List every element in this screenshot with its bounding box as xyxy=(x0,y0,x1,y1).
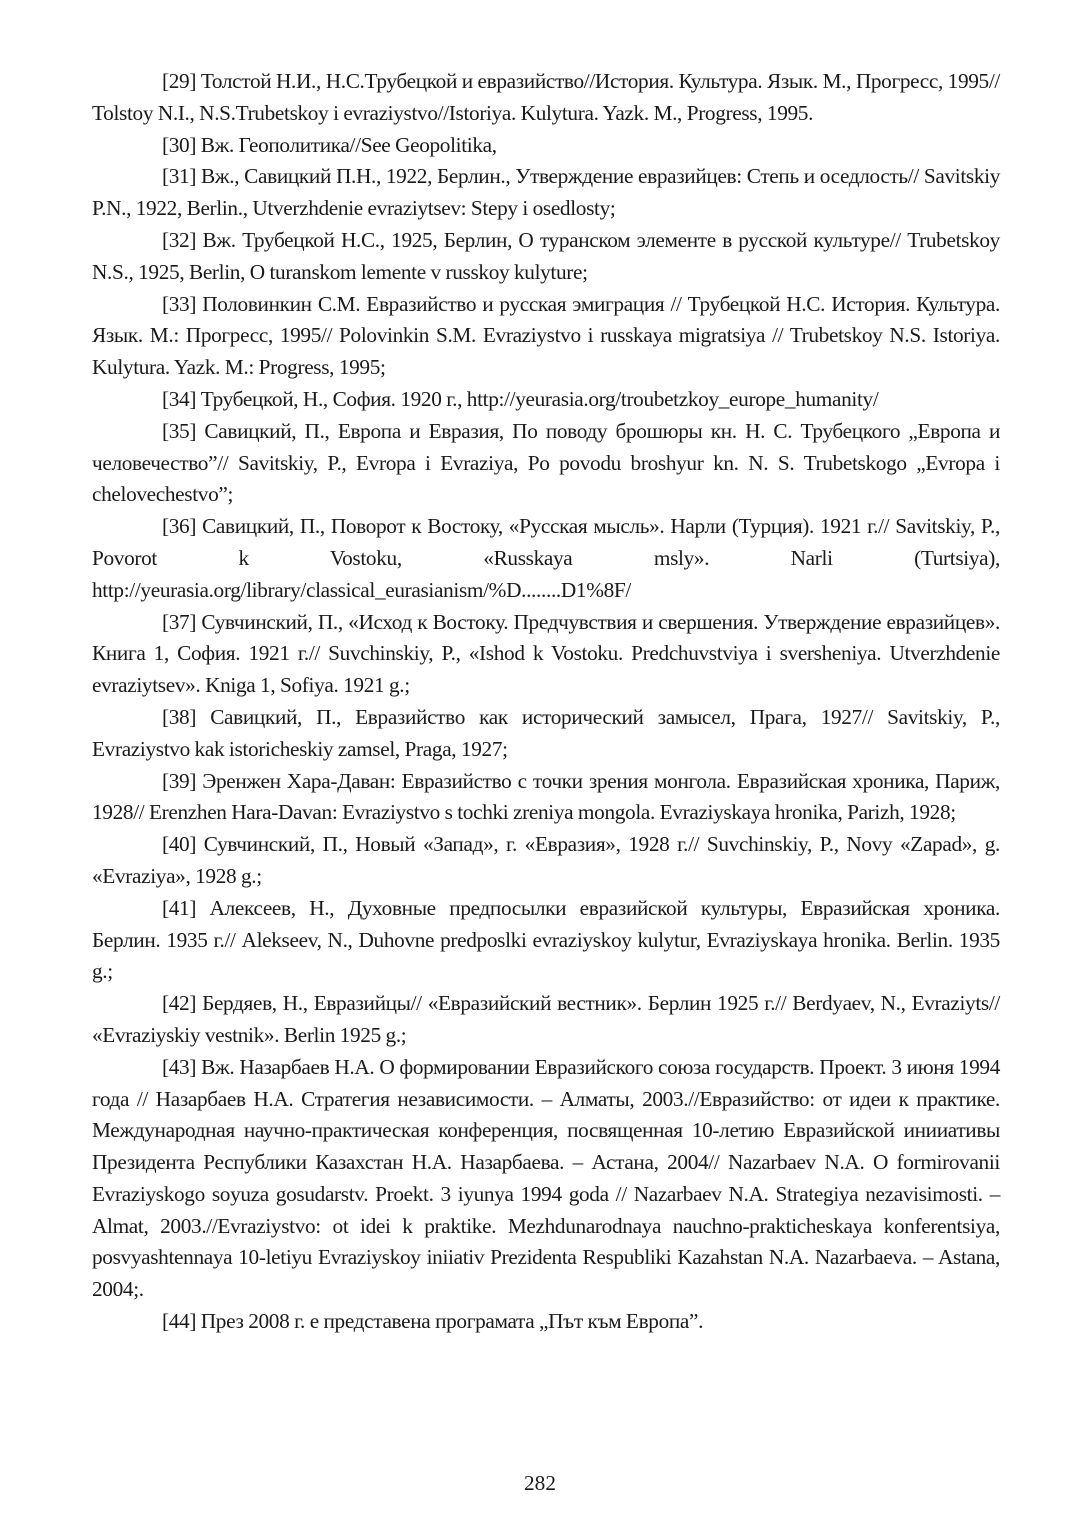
reference-number: [35] xyxy=(162,418,197,443)
page-number: 282 xyxy=(524,1471,556,1495)
reference-list xyxy=(92,66,1000,1338)
reference-text: Половинкин С.М. Евразийство и русская эмиграция // Трубецкой Н.С. История. Культура. Язык. М.: Прогресс, 1995// Polovinkin S.M. Evraziystvo i russkaya migratsiya // Trubetskoy N.S. Istoriya. Kulytura. Yazk. M.: Progress, 1995; xyxy=(92,291,1000,380)
reference-number: [43] xyxy=(162,1054,197,1079)
reference-number: [37] xyxy=(162,609,197,634)
reference-number: [33] xyxy=(162,291,197,316)
reference-number: [38] xyxy=(162,704,197,729)
reference-item xyxy=(92,1306,1000,1338)
reference-item xyxy=(92,607,1000,702)
reference-item xyxy=(92,766,1000,830)
reference-text: Трубецкой, Н., София. 1920 г., http://yeurasia.org/troubetzkoy_europe_humanity/ xyxy=(200,386,879,411)
reference-text: Сувчинский, П., Новый «Запад», г. «Евразия», 1928 г.// Suvchinskiy, P., Novy «Zapad», g. «Evraziya», 1928 g.; xyxy=(92,832,1000,888)
reference-text: Бердяев, Н., Евразийцы// «Евразийский вестник». Берлин 1925 г.// Berdyaev, N., Evraziyts// «Evraziyskiy vestnik». Berlin 1925 g.; xyxy=(92,991,1000,1047)
reference-text: Толстой Н.И., Н.С.Трубецкой и евразийство//История. Культура. Язык. М., Прогресс, 1995// Tolstoy N.I., N.S.Trubetskoy i evraziystvo//Istoriya. Kulytura. Yazk. M., Progress, 1995. xyxy=(92,69,1000,125)
reference-item xyxy=(92,1052,1000,1306)
reference-text: Сувчинский, П., «Исход к Востоку. Предчувствия и свершения. Утверждение евразийцев». Книга 1, София. 1921 г.// Suvchinskiy, P., «Ishod k Vostoku. Predchuvstviya i sversheniya. Utverzhdenie evraziytsev». Kniga 1, Sofiya. 1921 g.; xyxy=(92,609,1000,698)
reference-item xyxy=(92,893,1000,988)
reference-item xyxy=(92,416,1000,511)
reference-number: [29] xyxy=(162,69,197,93)
reference-item xyxy=(92,702,1000,766)
reference-item xyxy=(92,225,1000,289)
reference-text: През 2008 г. е представена програмата „Път към Европа”. xyxy=(200,1309,704,1334)
reference-text: Вж. Назарбаев Н.А. О формировании Евразийского союза государств. Проект. 3 июня 1994 года // Назарбаев Н.А. Стратегия независимости. – Алматы, 2003.//Евразийство: от идеи к практике. Международная научно-практическая конференция, посвященная 10-летию Евразийской инииативы Президента Республики Казахстан Н.А. Назарбаева. – Астана, 2004// Nazarbaev N.A. O formirovanii Evraziyskogo soyuza gosudarstv. Proekt. 3 iyunya 1994 goda // Nazarbaev N.A. Strategiya nezavisimosti. – Almat, 2003.//Evraziystvo: ot idei k praktike. Mezhdunarodnaya nauchno-prakticheskaya konferentsiya, posvyashtennaya 10-letiyu Evraziyskoy iniiativ Prezidenta Respubliki Kazahstan N.A. Nazarbaeva. – Astana, 2004;. xyxy=(92,1054,1000,1302)
reference-number: [36] xyxy=(162,514,197,539)
reference-item xyxy=(92,988,1000,1052)
reference-item xyxy=(92,161,1000,225)
reference-text: Алексеев, Н., Духовные предпосылки евразийской культуры, Евразийская хроника. Берлин. 1935 г.// Alekseev, N., Duhovne predposlki evraziyskoy kulytur, Evraziyskaya hronika. Berlin. 1935 g.; xyxy=(92,895,1000,984)
reference-item xyxy=(92,384,1000,416)
reference-item xyxy=(92,829,1000,893)
reference-item xyxy=(92,289,1000,384)
reference-item xyxy=(92,130,1000,162)
reference-number: [31] xyxy=(162,164,197,189)
reference-number: [30] xyxy=(162,132,197,157)
reference-item xyxy=(92,66,1000,130)
reference-number: [44] xyxy=(162,1309,197,1334)
reference-text: Вж., Савицкий П.Н., 1922, Берлин., Утверждение евразийцев: Степь и оседлость// Savitskiy P.N., 1922, Berlin., Utverzhdenie evraziytsev: Stepy i osedlosty; xyxy=(92,164,1000,221)
reference-text: Савицкий, П., Европа и Евразия, По поводу брошюры кн. Н. С. Трубецкого „Европа и человечество”// Savitskiy, P., Evropa i Evraziya, Po povodu broshyur kn. N. S. Trubetskogo „Evropa i chelovechestvo”; xyxy=(92,418,1000,507)
reference-text: Савицкий, П., Поворот к Востоку, «Русская мысль». Нарли (Турция). 1921 г.// Savitskiy, P., Povorot k Vostoku, «Russkaya msly». Narli (Turtsiya), http://yeurasia.org/library/classical_eurasianism/%D........D1%8F/ xyxy=(92,514,1000,602)
reference-text: Вж. Трубецкой Н.С., 1925, Берлин, О туранском элементе в русской культуре// Trubetskoy N.S., 1925, Berlin, O turanskom lemente v russkoy kulyture; xyxy=(92,227,1000,284)
reference-number: [34] xyxy=(162,386,197,411)
reference-number: [41] xyxy=(162,895,197,920)
reference-text: Вж. Геополитика//See Geopolitika, xyxy=(200,132,497,157)
reference-text: Савицкий, П., Евразийство как исторический замысел, Прага, 1927// Savitskiy, P., Evraziystvo kak istoricheskiy zamsel, Praga, 1927; xyxy=(92,704,1000,761)
reference-number: [39] xyxy=(162,768,197,793)
reference-number: [32] xyxy=(162,227,197,252)
reference-number: [40] xyxy=(162,832,197,857)
reference-number: [42] xyxy=(162,991,197,1016)
reference-text: Эренжен Хара-Даван: Евразийство с точки зрения монгола. Евразийская хроника, Париж, 1928// Erenzhen Hara-Davan: Evraziystvo s tochki zreniya mongola. Evraziyskaya hronika, Parizh, 1928; xyxy=(92,768,1000,825)
reference-item xyxy=(92,511,1000,606)
